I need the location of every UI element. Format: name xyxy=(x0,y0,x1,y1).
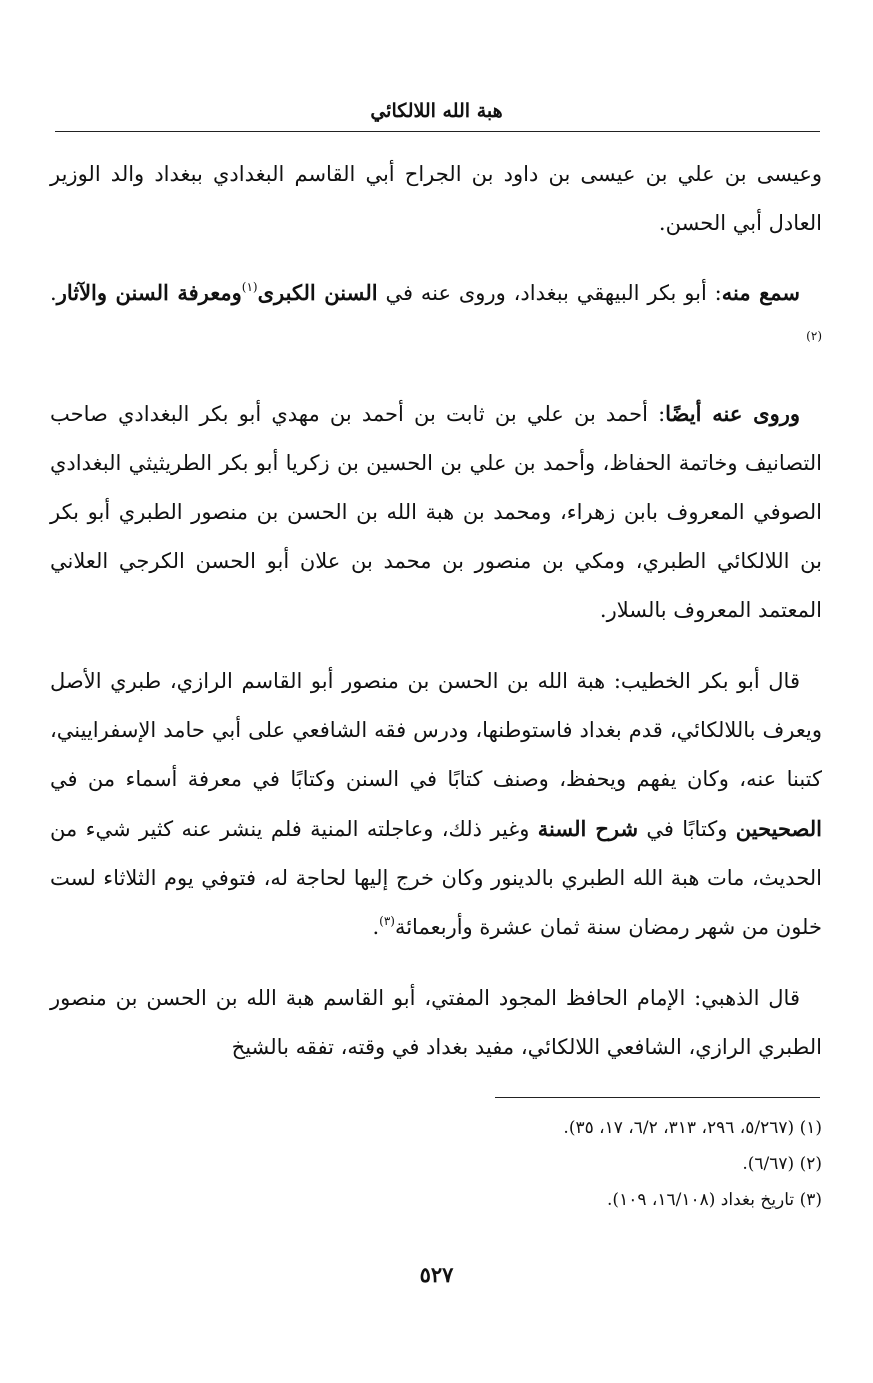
paragraph-5: قال الذهبي: الإمام الحافظ المجود المفتي، أبو القاسم هبة الله بن الحسن بن منصور الطبري الرازي، الشافعي اللالكائي، مفيد بغداد في وقته، تفقه بالشيخ xyxy=(50,986,822,1059)
main-text xyxy=(50,150,822,1094)
footnote-ref-2[interactable]: (٢) xyxy=(806,329,822,343)
paragraph-3 xyxy=(50,389,822,635)
footnote-text: (٦/٦٧). xyxy=(742,1154,795,1174)
paragraph-3-text: : أحمد بن علي بن ثابت بن أحمد بن مهدي أبو بكر البغدادي صاحب التصانيف وخاتمة الحفاظ، وأحمد بن علي بن الحسين بن زكريا أبو بكر الطريثيثي البغدادي الصوفي المعروف بابن زهراء، ومحمد بن هبة الله بن الحسن بن منصور الطبري أبو بكر بن اللالكائي الطبري، ومكي بن منصور بن محمد بن علان أبو الحسن الكرجي العلاني المعتمد المعروف بالسلار. xyxy=(50,402,822,622)
footnotes xyxy=(50,1110,822,1218)
running-header: هبة الله اللالكائي xyxy=(370,100,503,122)
footnote-text: (٥/٢٦٧، ٢٩٦، ٣١٣، ٦/٢، ١٧، ٣٥). xyxy=(563,1118,795,1138)
paragraph-3-lead: وروى عنه أيضًا xyxy=(665,401,801,426)
footnote-rule xyxy=(495,1097,820,1098)
paragraph-2: سمع منه: أبو بكر البيهقي ببغداد، وروى عنه في السنن الكبرى$^{(١)}$ومعرفة السنن والآثار.$^{(٢)}$ xyxy=(50,280,822,343)
book-title-sunan-kubra: السنن الكبرى xyxy=(257,280,378,305)
footnote-1 xyxy=(50,1110,822,1146)
header-rule xyxy=(55,131,820,132)
footnote-number: (٣) xyxy=(799,1190,822,1210)
book-title-marifat-sunan: ومعرفة السنن والآثار xyxy=(56,280,242,305)
paragraph-1: وعيسى بن علي بن عيسى بن داود بن الجراح أبي القاسم البغدادي ببغداد والد الوزير العادل أبي الحسن. xyxy=(50,162,822,235)
paragraph-2-text: : أبو بكر البيهقي ببغداد، وروى عنه في xyxy=(377,281,722,305)
footnote-ref-1[interactable]: (١) xyxy=(241,280,258,294)
footnote-number: (١) xyxy=(799,1118,822,1138)
paragraph-2-lead: سمع منه xyxy=(721,280,801,305)
paragraph-4: قال أبو بكر الخطيب: هبة الله بن الحسن بن منصور أبو القاسم الرازي، طبري الأصل ويعرف باللالكائي، قدم بغداد فاستوطنها، ودرس فقه الشافعي على أبي حامد الإسفراييني، كتبنا عنه، وكان يفهم ويحفظ، وصنف كتابًا في السنن وكتابًا في معرفة أسماء من في الصحيحين وكتابًا في شرح السنة وغير ذلك، وعاجلته المنية فلم ينشر عنه كثير شيء من الحديث، مات هبة الله الطبري بالدينور وكان خرج إليها لحاجة له، فتوفي يوم الثلاثاء لست خلون من شهر رمضان سنة ثمان عشرة وأربعمائة$^{(٣)}$. xyxy=(50,669,822,939)
footnote-3 xyxy=(50,1182,822,1218)
book-title-sharh-sunna: شرح السنة xyxy=(537,816,639,841)
footnote-2 xyxy=(50,1146,822,1182)
footnote-text: تاريخ بغداد (١٦/١٠٨، ١٠٩). xyxy=(607,1190,795,1210)
footnote-ref-3[interactable]: (٣) xyxy=(379,914,395,928)
footnote-number: (٢) xyxy=(799,1154,822,1174)
page-number: ٥٢٧ xyxy=(419,1262,454,1287)
book-title-sahihayn: الصحيحين xyxy=(735,816,822,841)
